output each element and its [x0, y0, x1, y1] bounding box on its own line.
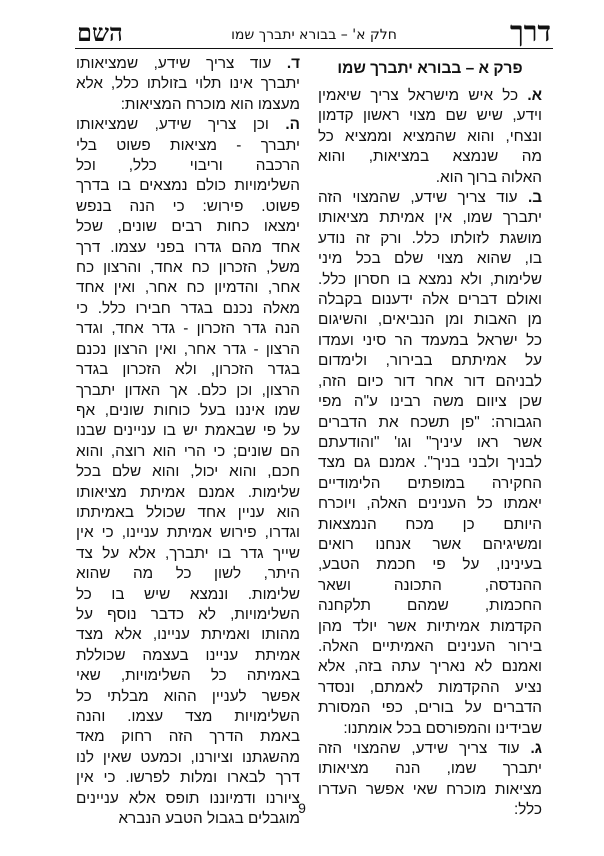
- running-title: חלק א' – בבורא יתברך שמו: [231, 27, 397, 43]
- text-line: [76, 462, 300, 482]
- line-text: מה שנמצא במציאות, והוא: [318, 148, 542, 166]
- line-text: שלימות. ונמצא שיש בו כל: [76, 585, 300, 603]
- line-text: עוד צריך שידע, שהמצוי הזה: [318, 740, 520, 757]
- text-line: [318, 759, 542, 779]
- text-line: [76, 278, 300, 298]
- text-line: [76, 258, 300, 278]
- text-line: [76, 136, 300, 156]
- line-text: ואמנם לא נאריך עתה בזה, אלא: [318, 658, 542, 676]
- text-line: [318, 474, 542, 494]
- text-line: [318, 127, 542, 147]
- line-text: באמת הדרך הזה רחוק מאד: [76, 728, 300, 746]
- text-line: [76, 748, 300, 768]
- line-text: חכם, והוא יכול, והוא שלם בכל: [76, 463, 300, 481]
- text-line: [76, 54, 300, 74]
- text-line: [318, 310, 542, 330]
- book-title-left: השם: [77, 18, 123, 47]
- line-text: אמיתת עניינו בעצמה שכוללת: [76, 646, 300, 664]
- line-text: שייך גדר בו יתברך, אלא על צד: [76, 544, 300, 562]
- text-line: [76, 687, 300, 707]
- text-line: [318, 555, 542, 575]
- line-text: השלימויות כולם נמצאים בו בדרך: [76, 177, 300, 195]
- text-line: [318, 392, 542, 412]
- line-text: אשר ראו עיניך" וגו' "והודעתם: [318, 433, 542, 451]
- text-line: [76, 176, 300, 196]
- line-text: יאמתו כל הענינים האלה, ויוכרח: [318, 495, 542, 513]
- line-text: עוד צריך שידע, שמציאותו: [76, 55, 272, 72]
- text-line: [318, 168, 542, 188]
- line-text: שלימות, ולא נמצא בו חסרון כלל.: [318, 270, 542, 288]
- line-text: מוגבלים בגבול הטבע הנברא: [118, 810, 300, 828]
- line-text: וכן צריך שידע, שמציאותו: [76, 116, 269, 134]
- text-line: [76, 585, 300, 605]
- line-text: יתברך שמו, הנה מציאותו: [318, 760, 542, 778]
- line-text: לבניהם דור אחר דור כיום הזה,: [318, 372, 542, 390]
- line-text: בעינינו, על פי חכמת הטבע,: [318, 556, 542, 574]
- line-text: שכן ציוום משה רבינו ע"ה מפי: [318, 393, 542, 411]
- text-line: [76, 95, 300, 115]
- line-text: דרך לבארו ומלות לפרשו. כי אין: [76, 769, 300, 787]
- line-text: לבניך ולבני בניך". אמנם גם מצד: [318, 454, 542, 472]
- text-line: [76, 156, 300, 176]
- text-line: [76, 381, 300, 401]
- text-line: [76, 483, 300, 503]
- text-line: [318, 719, 542, 739]
- text-line: [76, 401, 300, 421]
- line-text: היותם כן מכח הנמצאות: [318, 515, 542, 533]
- line-text: משל, הזכרון כח אחד, והרצון כח: [76, 259, 300, 277]
- left-column: [76, 54, 300, 829]
- text-line: [318, 290, 542, 310]
- line-text: כלל:: [513, 801, 542, 819]
- line-text: נציע ההקדמות לאמתם, ונסדר: [318, 678, 542, 696]
- line-text: מציאות מוכרח שאי אפשר העדרו: [318, 780, 542, 798]
- line-text: הגבורה: "פן תשכח את הדברים: [318, 413, 542, 431]
- text-line: [76, 707, 300, 727]
- line-text: מאלה נכנם בגדר חבירו כלל. כי: [76, 299, 300, 317]
- line-text: בו, שהוא מצוי שלם בכל מיני: [318, 250, 542, 268]
- text-line: [318, 229, 542, 249]
- text-line: [318, 515, 542, 535]
- right-column-body: [318, 86, 542, 821]
- line-text: השלימויות מצד עצמו. והנה: [76, 708, 300, 725]
- line-text: הרצון, וכן כלם. אך האדון יתברך: [76, 381, 300, 399]
- line-text: על פי שבאמת יש בו עניינים שבנו: [76, 422, 300, 440]
- line-text: בגדר הזכרון, ולא הזכרון בגדר: [76, 361, 300, 379]
- text-line: [76, 666, 300, 686]
- text-line: [318, 617, 542, 637]
- line-text: הקדמות אמיתיות אשר יולד מהן: [318, 617, 542, 635]
- text-line: [318, 637, 542, 657]
- text-line: [76, 319, 300, 339]
- text-line: [318, 657, 542, 677]
- line-text: באמיתה כל השלימויות, שאי: [76, 667, 300, 685]
- paragraph: [76, 54, 300, 115]
- text-line: [318, 494, 542, 514]
- text-line: [318, 413, 542, 433]
- line-text: ומשיגיהם אשר אנחנו רואים: [318, 535, 542, 553]
- line-text: כל ישראל במעמד הר סיני ועמדו: [318, 331, 542, 349]
- text-line: [318, 208, 542, 228]
- line-text: ציורנו ודמיוננו תופס אלא עניינים: [76, 789, 300, 807]
- text-line: [76, 646, 300, 666]
- text-line: [318, 433, 542, 453]
- text-line: [76, 544, 300, 564]
- text-line: [76, 625, 300, 645]
- text-line: [76, 197, 300, 217]
- line-text: מעצמו הוא מוכרח המציאות:: [120, 95, 300, 113]
- chapter-title: פרק א – בבורא יתברך שמו: [337, 60, 523, 77]
- line-text: עוד צריך שידע, שהמצוי הזה: [318, 189, 518, 207]
- line-text: אחר, והדמיון כח אחר, ואין אחד: [76, 279, 300, 297]
- line-text: יתברך אינו תלוי בזולתו כלל, אלא: [76, 75, 300, 93]
- text-line: [318, 331, 542, 351]
- text-line: [76, 605, 300, 625]
- line-text: החכמות, שמהם תלקחנה: [318, 597, 542, 615]
- paragraph-marker: ה.: [285, 116, 301, 134]
- page-header: [75, 15, 553, 49]
- line-text: מהותו ואמיתת עניינו, אלא מצד: [76, 626, 300, 644]
- text-line: [76, 340, 300, 360]
- text-line: [76, 523, 300, 543]
- text-line: [76, 768, 300, 788]
- line-text: הדברים על בורים, כפי המסורת: [318, 699, 542, 717]
- paragraph: [318, 188, 542, 739]
- line-text: שבידינו והמפורסם בכל אומתנו:: [343, 719, 542, 737]
- right-column: [318, 58, 542, 821]
- text-line: [318, 453, 542, 473]
- line-text: פשוט. פירוש: כי הנה בנפש: [76, 197, 300, 215]
- line-text: אחד מהם גדרו בפני עצמו. דרך: [76, 238, 300, 256]
- text-line: [318, 596, 542, 616]
- line-text: יתברך שמו, אין אמיתת מציאותו: [318, 209, 542, 227]
- text-line: [318, 351, 542, 371]
- line-text: ההנדסה, התכונה ושאר: [318, 576, 542, 594]
- line-text: הרצון - גדר אחר, ואין הרצון נכנם: [76, 340, 300, 358]
- line-text: שלימות. אמנם אמיתת מציאותו: [76, 483, 300, 501]
- text-line: [318, 86, 542, 106]
- line-text: הנה גדר הזכרון - גדר אחד, וגדר: [76, 320, 300, 338]
- text-line: [76, 360, 300, 380]
- line-text: על אמיתתם בבירור, ולימדום: [318, 352, 542, 370]
- text-line: [76, 217, 300, 237]
- paragraph-marker: ג.: [530, 740, 543, 757]
- text-line: [76, 503, 300, 523]
- text-line: [318, 147, 542, 167]
- paragraph: [76, 115, 300, 829]
- text-line: [76, 564, 300, 584]
- paragraph-marker: ב.: [527, 189, 542, 207]
- page-number: 9: [298, 800, 306, 816]
- line-text: ונצחי, והוא שהמציא וממציא כל: [318, 127, 542, 145]
- line-text: שמו איננו בעל כוחות שונים, אף: [76, 401, 300, 419]
- paragraph: [318, 86, 542, 188]
- line-text: היתר, לשון כל מה שהוא: [76, 565, 300, 583]
- line-text: וידע, שיש שם מצוי ראשון קדמון: [318, 107, 542, 125]
- line-text: מהשגתנו וציורנו, וכמעט שאין לנו: [76, 748, 300, 766]
- text-line: [318, 270, 542, 290]
- text-line: [318, 106, 542, 126]
- text-line: [318, 249, 542, 269]
- line-text: וגדרו, פירוש אמיתת עניינו, כי אין: [76, 524, 300, 542]
- book-title-right: דרך: [510, 15, 551, 48]
- text-line: [318, 372, 542, 392]
- line-text: הרכבה וריבוי כלל, וכל: [76, 157, 300, 175]
- text-line: [318, 188, 542, 208]
- line-text: החקירה במופתים הלימודיים: [318, 474, 542, 492]
- line-text: האלוה ברוך הוא.: [435, 168, 542, 186]
- line-text: בירור הענינים האמיתיים האלה.: [318, 637, 542, 655]
- text-line: [76, 299, 300, 319]
- text-line: [76, 421, 300, 441]
- text-line: [318, 576, 542, 596]
- left-column-body: [76, 54, 300, 829]
- line-text: מושגת לזולתו כלל. ורק זה נודע: [318, 229, 542, 247]
- text-line: [318, 739, 542, 759]
- text-line: [76, 442, 300, 462]
- line-text: אפשר לעניין ההוא מבלתי כל: [76, 687, 300, 705]
- paragraph-marker: ד.: [286, 55, 301, 72]
- line-text: ימצאו כחות רבים שונים, שכל: [76, 218, 300, 236]
- line-text: כל איש מישראל צריך שיאמין: [318, 87, 519, 104]
- line-text: מן האבות ומן הנביאים, והשיגום: [318, 311, 542, 329]
- text-line: [76, 727, 300, 747]
- text-line: [318, 535, 542, 555]
- text-line: [76, 238, 300, 258]
- line-text: ואולם דברים אלה ידענום בקבלה: [318, 291, 542, 309]
- text-line: [318, 698, 542, 718]
- text-line: [318, 780, 542, 800]
- text-line: [318, 678, 542, 698]
- line-text: השלימויות, לא כדבר נוסף על: [76, 605, 300, 623]
- line-text: הם שונים; כי הרי הוא רוצה, והוא: [76, 442, 300, 460]
- line-text: יתברך - מציאות פשוט בלי: [76, 136, 300, 154]
- text-line: [76, 74, 300, 94]
- paragraph-marker: א.: [527, 87, 543, 104]
- text-line: [76, 115, 300, 135]
- line-text: הוא עניין אחד שכולל באמיתתו: [76, 503, 300, 521]
